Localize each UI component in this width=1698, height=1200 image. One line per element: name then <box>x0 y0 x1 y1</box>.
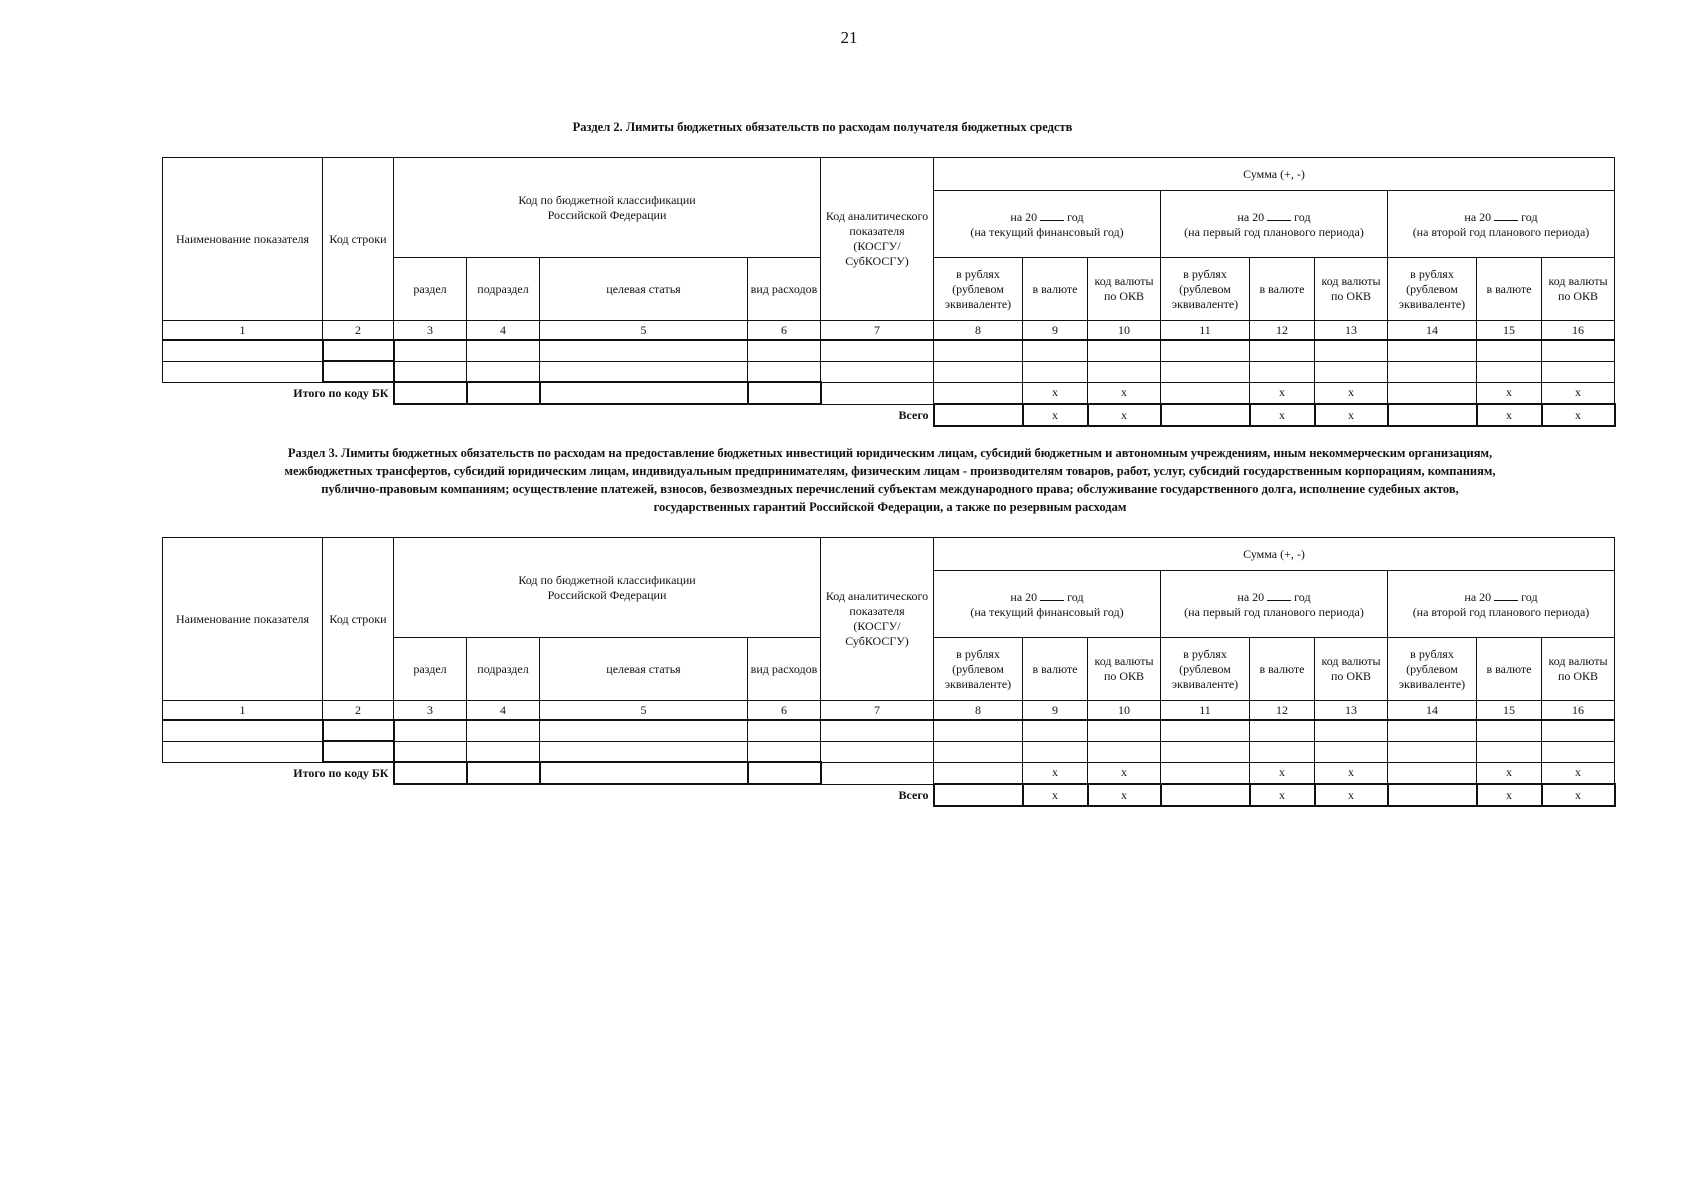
cell-input[interactable] <box>540 340 748 361</box>
section-3-title-line2: межбюджетных трансфертов, субсидий юридическим лицам, индивидуальным предпринимателям, физическим лицам - производителям товаров, работ, услуг, субсидий государственным корпорациям, компаниям, <box>284 464 1496 478</box>
header-kosgu-line1: Код аналитического показателя <box>825 209 929 238</box>
cell-input[interactable] <box>934 382 1023 404</box>
x-mark: x <box>1023 382 1088 404</box>
header-bk-line2: Российской Федерации <box>547 207 667 222</box>
cell-input[interactable] <box>540 741 748 762</box>
cell-input[interactable] <box>821 741 934 762</box>
x-mark: x <box>1542 404 1615 426</box>
col-number: 10 <box>1088 701 1161 721</box>
year-suffix: год <box>1521 210 1538 224</box>
cell-input[interactable] <box>821 762 934 784</box>
header-year-1 <box>934 191 1161 258</box>
total-all-row <box>163 404 1615 426</box>
col-number: 11 <box>1161 321 1250 341</box>
header-val: в валюте <box>1023 638 1088 701</box>
header-kosgu-line2: (КОСГУ/ СубКОСГУ) <box>845 619 909 648</box>
cell-input[interactable] <box>1088 340 1161 361</box>
cell-input[interactable] <box>1477 720 1542 741</box>
col-number: 6 <box>748 701 821 721</box>
header-rub: в рублях (рублевом эквиваленте) <box>934 638 1023 701</box>
header-val: в валюте <box>1250 258 1315 321</box>
cell-input[interactable] <box>1088 741 1161 762</box>
header-row-code: Код строки <box>323 158 394 321</box>
header-okv: код валюты по ОКВ <box>1542 638 1615 701</box>
year-3-desc: (на второй год планового периода) <box>1412 225 1590 239</box>
cell-input[interactable] <box>821 720 934 741</box>
section-2-title: Раздел 2. Лимиты бюджетных обязательств по расходам получателя бюджетных средств <box>572 120 1073 134</box>
cell-input[interactable] <box>934 361 1023 382</box>
header-val: в валюте <box>1477 258 1542 321</box>
year-suffix: год <box>1294 590 1311 604</box>
header-kosgu-line2: (КОСГУ/ СубКОСГУ) <box>845 239 909 268</box>
cell-input[interactable] <box>467 361 540 382</box>
year-blank <box>1494 208 1518 221</box>
x-mark: x <box>1542 762 1615 784</box>
year-suffix: год <box>1067 210 1084 224</box>
cell-input[interactable] <box>821 340 934 361</box>
cell-input[interactable] <box>1388 762 1477 784</box>
header-name: Наименование показателя <box>163 158 323 321</box>
header-year-1 <box>934 571 1161 638</box>
header-podrazdel: подраздел <box>467 638 540 701</box>
header-year-3 <box>1388 571 1615 638</box>
total-all-row <box>163 784 1615 806</box>
cell-input[interactable] <box>394 361 467 382</box>
cell-input[interactable] <box>540 382 748 404</box>
col-number: 16 <box>1542 701 1615 721</box>
header-vid: вид расходов <box>748 258 821 321</box>
cell-input[interactable] <box>394 382 467 404</box>
total-bk-label: Итого по коду БК <box>293 766 389 780</box>
year-1-desc: (на текущий финансовый год) <box>970 225 1124 239</box>
header-kosgu-line1: Код аналитического показателя <box>825 589 929 618</box>
section-3-title <box>160 444 1620 516</box>
header-okv: код валюты по ОКВ <box>1088 638 1161 701</box>
total-bk-row <box>163 762 1615 784</box>
col-number: 9 <box>1023 701 1088 721</box>
cell-input[interactable] <box>1023 340 1088 361</box>
header-rub: в рублях (рублевом эквиваленте) <box>1161 638 1250 701</box>
header-kosgu <box>821 538 934 701</box>
section-3-title-line3: публично-правовым компаниям; осуществление платежей, взносов, безвозмездных перечислений субъектам международного права; обслуживание государственного долга, исполнение судебных актов, <box>321 482 1459 496</box>
cell-input[interactable] <box>1388 404 1477 426</box>
table-row <box>163 720 1615 741</box>
cell-input[interactable] <box>748 340 821 361</box>
cell-input[interactable] <box>821 361 934 382</box>
cell-input[interactable] <box>748 720 821 741</box>
cell-input[interactable] <box>394 741 467 762</box>
x-mark: x <box>1315 382 1388 404</box>
cell-input[interactable] <box>1388 340 1477 361</box>
col-number: 8 <box>934 701 1023 721</box>
cell-input[interactable] <box>748 762 821 784</box>
x-mark: x <box>1088 762 1161 784</box>
col-number: 6 <box>748 321 821 341</box>
x-mark: x <box>1088 382 1161 404</box>
x-mark: x <box>1250 762 1315 784</box>
year-2-desc: (на первый год планового периода) <box>1184 225 1364 239</box>
col-number: 2 <box>323 701 394 721</box>
cell-input[interactable] <box>934 741 1023 762</box>
cell-input[interactable] <box>1023 361 1088 382</box>
year-1-desc: (на текущий финансовый год) <box>970 605 1124 619</box>
cell-input[interactable] <box>1542 741 1615 762</box>
col-number: 14 <box>1388 701 1477 721</box>
cell-input[interactable] <box>1477 361 1542 382</box>
header-year-2 <box>1161 571 1388 638</box>
header-bk <box>394 158 821 258</box>
x-mark: x <box>1315 762 1388 784</box>
cell-input[interactable] <box>1477 340 1542 361</box>
cell-input[interactable] <box>934 762 1023 784</box>
cell-input[interactable] <box>1388 361 1477 382</box>
header-sum: Сумма (+, -) <box>934 538 1615 571</box>
cell-input[interactable] <box>394 762 467 784</box>
cell-input[interactable] <box>1161 720 1250 741</box>
x-mark: x <box>1023 784 1088 806</box>
cell-input[interactable] <box>394 720 467 741</box>
year-2-desc: (на первый год планового периода) <box>1184 605 1364 619</box>
header-okv: код валюты по ОКВ <box>1088 258 1161 321</box>
header-okv: код валюты по ОКВ <box>1315 638 1388 701</box>
col-number: 4 <box>467 321 540 341</box>
cell-input[interactable] <box>540 762 748 784</box>
cell-input[interactable] <box>323 741 394 762</box>
header-name: Наименование показателя <box>163 538 323 701</box>
header-bk-line2: Российской Федерации <box>547 587 667 602</box>
col-number: 11 <box>1161 701 1250 721</box>
cell-input[interactable] <box>323 720 394 741</box>
header-bk <box>394 538 821 638</box>
cell-input[interactable] <box>1542 361 1615 382</box>
header-bk-line1: Код по бюджетной классификации <box>518 572 696 587</box>
cell-input[interactable] <box>1315 720 1388 741</box>
header-stat: целевая статья <box>540 258 748 321</box>
cell-input[interactable] <box>1023 720 1088 741</box>
header-razdel: раздел <box>394 258 467 321</box>
header-year-2 <box>1161 191 1388 258</box>
cell-input[interactable] <box>1161 382 1250 404</box>
x-mark: x <box>1477 784 1542 806</box>
cell-input[interactable] <box>934 720 1023 741</box>
cell-input[interactable] <box>467 382 540 404</box>
cell-input[interactable] <box>1388 784 1477 806</box>
col-number: 7 <box>821 321 934 341</box>
col-number: 3 <box>394 321 467 341</box>
year-suffix: год <box>1067 590 1084 604</box>
col-number: 8 <box>934 321 1023 341</box>
year-blank <box>1494 588 1518 601</box>
total-all-label: Всего <box>898 408 929 422</box>
table-row <box>163 340 1615 361</box>
cell-input[interactable] <box>1161 361 1250 382</box>
x-mark: x <box>1315 404 1388 426</box>
total-bk-label: Итого по коду БК <box>293 386 389 400</box>
cell-input[interactable] <box>467 741 540 762</box>
total-all-label: Всего <box>898 788 929 802</box>
cell-input[interactable] <box>1388 720 1477 741</box>
cell-input[interactable] <box>1161 762 1250 784</box>
col-number: 4 <box>467 701 540 721</box>
cell-input[interactable] <box>1315 741 1388 762</box>
x-mark: x <box>1315 784 1388 806</box>
header-kosgu <box>821 158 934 321</box>
table-row <box>163 361 1615 382</box>
cell-input[interactable] <box>323 340 394 361</box>
year-blank <box>1040 208 1064 221</box>
header-bk-line1: Код по бюджетной классификации <box>518 192 696 207</box>
col-number: 13 <box>1315 701 1388 721</box>
col-number: 3 <box>394 701 467 721</box>
cell-input[interactable] <box>1315 361 1388 382</box>
header-okv: код валюты по ОКВ <box>1542 258 1615 321</box>
col-number: 1 <box>163 321 323 341</box>
header-year-3 <box>1388 191 1615 258</box>
header-rub: в рублях (рублевом эквиваленте) <box>934 258 1023 321</box>
cell-input[interactable] <box>1388 741 1477 762</box>
table-row <box>163 741 1615 762</box>
col-number: 1 <box>163 701 323 721</box>
col-number: 12 <box>1250 701 1315 721</box>
header-vid: вид расходов <box>748 638 821 701</box>
header-rub: в рублях (рублевом эквиваленте) <box>1388 258 1477 321</box>
header-val: в валюте <box>1023 258 1088 321</box>
header-okv: код валюты по ОКВ <box>1315 258 1388 321</box>
cell-input[interactable] <box>1542 340 1615 361</box>
x-mark: x <box>1250 404 1315 426</box>
col-number: 7 <box>821 701 934 721</box>
cell-input[interactable] <box>1477 741 1542 762</box>
year-prefix: на 20 <box>1464 210 1492 224</box>
cell-input[interactable] <box>748 361 821 382</box>
year-suffix: год <box>1294 210 1311 224</box>
col-number: 15 <box>1477 321 1542 341</box>
cell-input[interactable] <box>163 340 323 361</box>
cell-input[interactable] <box>934 404 1023 426</box>
cell-input[interactable] <box>1250 340 1315 361</box>
section-3-title-line1: Раздел 3. Лимиты бюджетных обязательств по расходам на предоставление бюджетных инвестиций юридическим лицам, субсидий бюджетным и автономным учреждениям, иным некоммерческим организациям, <box>287 446 1493 460</box>
col-number: 5 <box>540 321 748 341</box>
cell-input[interactable] <box>748 382 821 404</box>
col-number: 5 <box>540 701 748 721</box>
year-prefix: на 20 <box>1010 590 1038 604</box>
col-number: 2 <box>323 321 394 341</box>
col-number: 12 <box>1250 321 1315 341</box>
x-mark: x <box>1088 784 1161 806</box>
x-mark: x <box>1250 784 1315 806</box>
header-stat: целевая статья <box>540 638 748 701</box>
cell-input[interactable] <box>748 741 821 762</box>
cell-input[interactable] <box>467 340 540 361</box>
cell-input[interactable] <box>540 361 748 382</box>
cell-input[interactable] <box>1250 720 1315 741</box>
x-mark: x <box>1542 382 1615 404</box>
cell-input[interactable] <box>1250 741 1315 762</box>
year-prefix: на 20 <box>1237 590 1265 604</box>
cell-input[interactable] <box>467 762 540 784</box>
cell-input[interactable] <box>1161 741 1250 762</box>
header-val: в валюте <box>1250 638 1315 701</box>
year-prefix: на 20 <box>1237 210 1265 224</box>
total-bk-row <box>163 382 1615 404</box>
x-mark: x <box>1250 382 1315 404</box>
header-row-code: Код строки <box>323 538 394 701</box>
x-mark: x <box>1477 404 1542 426</box>
cell-input[interactable] <box>540 720 748 741</box>
year-3-desc: (на второй год планового периода) <box>1412 605 1590 619</box>
x-mark: x <box>1088 404 1161 426</box>
cell-input[interactable] <box>934 784 1023 806</box>
cell-input[interactable] <box>394 340 467 361</box>
page-number: 21 <box>840 28 858 47</box>
header-val: в валюте <box>1477 638 1542 701</box>
year-suffix: год <box>1521 590 1538 604</box>
col-number: 9 <box>1023 321 1088 341</box>
header-razdel: раздел <box>394 638 467 701</box>
cell-input[interactable] <box>1315 340 1388 361</box>
x-mark: x <box>1542 784 1615 806</box>
col-number: 16 <box>1542 321 1615 341</box>
col-number: 15 <box>1477 701 1542 721</box>
col-number: 10 <box>1088 321 1161 341</box>
cell-input[interactable] <box>1161 784 1250 806</box>
cell-input[interactable] <box>1161 404 1250 426</box>
cell-input[interactable] <box>1161 340 1250 361</box>
section-3-title-line4: государственных гарантий Российской Федерации, а также по резервным расходам <box>653 500 1127 514</box>
cell-input[interactable] <box>1542 720 1615 741</box>
col-number: 14 <box>1388 321 1477 341</box>
cell-input[interactable] <box>163 741 323 762</box>
year-prefix: на 20 <box>1010 210 1038 224</box>
header-rub: в рублях (рублевом эквиваленте) <box>1388 638 1477 701</box>
cell-input[interactable] <box>1388 382 1477 404</box>
header-rub: в рублях (рублевом эквиваленте) <box>1161 258 1250 321</box>
cell-input[interactable] <box>163 720 323 741</box>
section-3-table <box>162 537 1616 807</box>
cell-input[interactable] <box>1088 720 1161 741</box>
cell-input[interactable] <box>934 340 1023 361</box>
year-blank <box>1040 588 1064 601</box>
col-number: 13 <box>1315 321 1388 341</box>
header-sum: Сумма (+, -) <box>934 158 1615 191</box>
year-blank <box>1267 208 1291 221</box>
cell-input[interactable] <box>821 382 934 404</box>
cell-input[interactable] <box>323 361 394 382</box>
header-podrazdel: подраздел <box>467 258 540 321</box>
cell-input[interactable] <box>1250 361 1315 382</box>
x-mark: x <box>1023 762 1088 784</box>
section-2-table <box>162 157 1616 427</box>
x-mark: x <box>1477 762 1542 784</box>
cell-input[interactable] <box>467 720 540 741</box>
year-blank <box>1267 588 1291 601</box>
x-mark: x <box>1023 404 1088 426</box>
cell-input[interactable] <box>1023 741 1088 762</box>
cell-input[interactable] <box>163 361 323 382</box>
year-prefix: на 20 <box>1464 590 1492 604</box>
cell-input[interactable] <box>1088 361 1161 382</box>
x-mark: x <box>1477 382 1542 404</box>
